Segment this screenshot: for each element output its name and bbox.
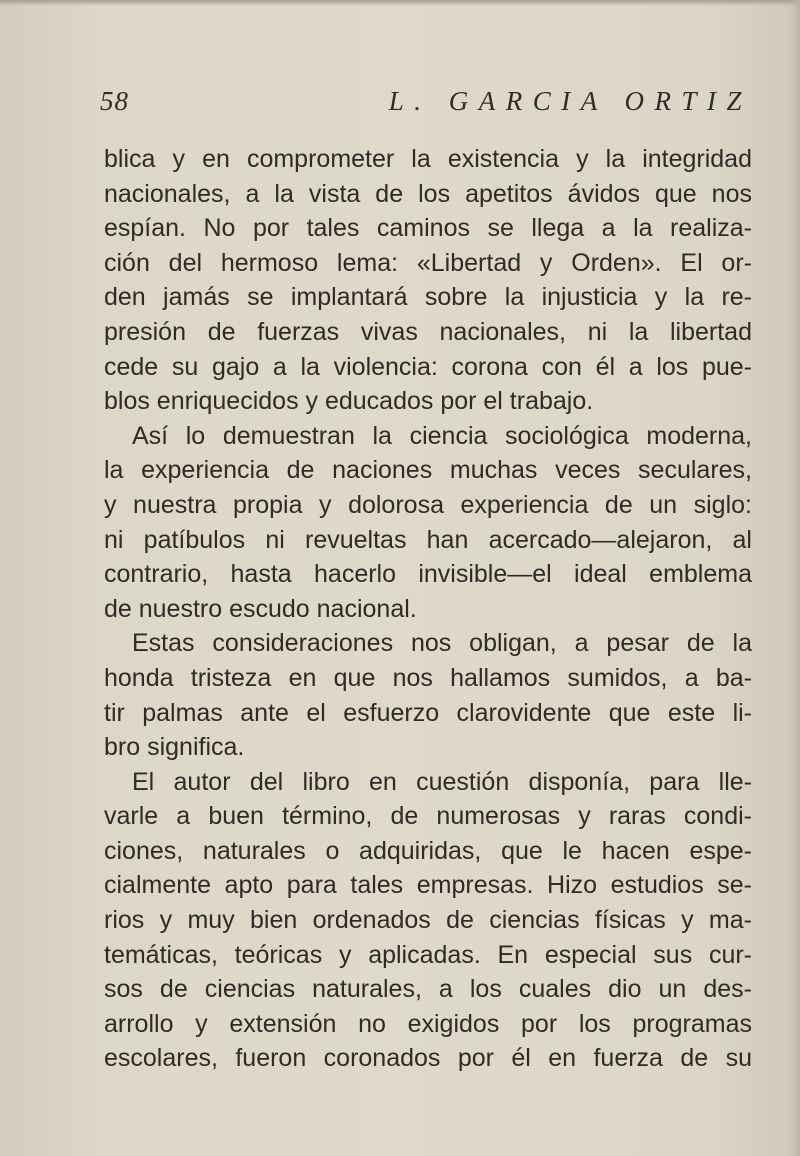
text-line: sos de ciencias naturales, a los cuales dio un des- [104, 975, 752, 1004]
text-line: ciones, naturales o adquiridas, que le hacen espe- [104, 836, 752, 865]
text-line: El autor del libro en cuestión disponía, para lle- [132, 767, 752, 796]
text-line: temáticas, teóricas y aplicadas. En especial sus cur- [104, 940, 752, 969]
text-line: den jamás se implantará sobre la injusticia y la re- [104, 283, 752, 312]
text-line: arrollo y extensión no exigidos por los programas [104, 1009, 752, 1038]
text-line: cede su gajo a la violencia: corona con él a los pue- [104, 352, 752, 381]
running-head: L. GARCIA ORTIZ [388, 86, 752, 116]
page-header [100, 86, 752, 122]
body-text [104, 142, 752, 1076]
text-line: blos enriquecidos y educados por el trabajo. [104, 387, 594, 416]
page-right-edge [790, 0, 800, 1156]
text-line: espían. No por tales caminos se llega a la realiza- [104, 214, 752, 243]
page-top-edge [0, 0, 800, 6]
text-line: tir palmas ante el esfuerzo clarovidente que este li- [104, 698, 752, 727]
text-line: de nuestro escudo nacional. [104, 594, 417, 623]
text-line: contrario, hasta hacerlo invisible—el ideal emblema [104, 560, 752, 589]
text-line: cialmente apto para tales empresas. Hizo estudios se- [104, 871, 752, 900]
text-line: Así lo demuestran la ciencia sociológica moderna, [132, 421, 752, 450]
text-line: nacionales, a la vista de los apetitos ávidos que nos [104, 179, 752, 208]
text-line: la experiencia de naciones muchas veces seculares, [104, 456, 752, 485]
text-line: varle a buen término, de numerosas y raras condi- [104, 802, 752, 831]
text-line: escolares, fueron coronados por él en fuerza de su [104, 1044, 752, 1073]
text-line: presión de fuerzas vivas nacionales, ni la libertad [104, 317, 752, 346]
text-line: y nuestra propia y dolorosa experiencia de un siglo: [104, 490, 752, 519]
text-line: ni patíbulos ni revueltas han acercado—alejaron, al [104, 525, 752, 554]
text-line: ción del hermoso lema: «Libertad y Orden». El or- [104, 248, 752, 277]
text-line: blica y en comprometer la existencia y la integridad [104, 145, 752, 173]
page-number: 58 [100, 86, 129, 116]
text-line: honda tristeza en que nos hallamos sumidos, a ba- [104, 663, 752, 692]
text-line: Estas consideraciones nos obligan, a pesar de la [132, 629, 752, 658]
text-line: bro significa. [104, 733, 245, 762]
text-line: rios y muy bien ordenados de ciencias físicas y ma- [104, 906, 752, 935]
